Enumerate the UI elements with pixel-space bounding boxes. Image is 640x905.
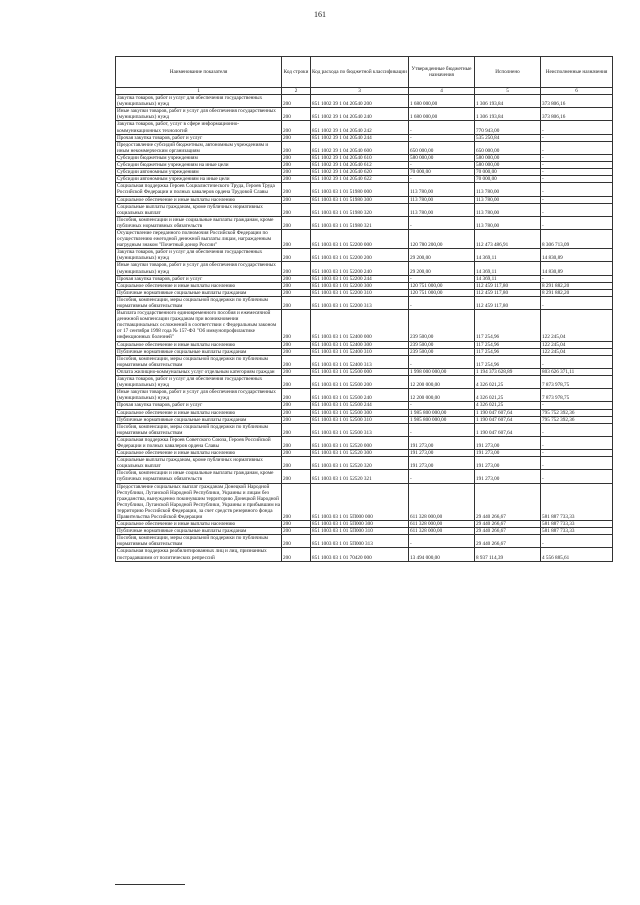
row-line-code: 200 [282, 310, 311, 341]
row-expense-code: 851 1002 39 1 04 20540 600 [311, 141, 409, 154]
row-expense-code: 851 1003 03 1 01 52500 310 [311, 416, 409, 423]
row-line-code: 200 [282, 134, 311, 141]
row-line-code: 200 [282, 95, 311, 108]
row-line-code: 200 [282, 216, 311, 229]
row-line-code: 200 [282, 457, 311, 470]
table-row [116, 141, 613, 154]
row-line-code: 200 [282, 162, 311, 169]
header-indicator-name: Наименование показателя [116, 57, 282, 88]
row-name: Социальное обеспечение и иные выплаты населению [116, 521, 282, 528]
row-executed: 191 273,00 [475, 450, 541, 457]
page-number: 161 [314, 10, 326, 19]
column-number-row [116, 88, 613, 95]
table-row [116, 249, 613, 262]
table-row [116, 162, 613, 169]
row-approved: 120 751 000,00 [409, 289, 475, 296]
column-number: 4 [409, 88, 475, 95]
row-executed: 112 459 117,80 [475, 289, 541, 296]
row-name: Публичные нормативные социальные выплаты гражданам [116, 528, 282, 535]
row-executed: 117 254,96 [475, 348, 541, 355]
header-approved: Утвержденные бюджетные назначения [409, 57, 475, 88]
row-name: Оплата жилищно-коммунальных услуг отдельным категориям граждан [116, 368, 282, 375]
row-unexecuted: - [541, 423, 613, 436]
row-line-code: 200 [282, 450, 311, 457]
row-line-code: 200 [282, 355, 311, 368]
row-approved: 12 200 000,00 [409, 389, 475, 402]
row-approved: 29 200,00 [409, 262, 475, 275]
row-approved: 113 780,00 [409, 203, 475, 216]
table-row [116, 282, 613, 289]
row-line-code: 200 [282, 154, 311, 161]
table-row [116, 289, 613, 296]
table-row [116, 548, 613, 561]
row-approved: 580 000,00 [409, 154, 475, 161]
row-approved: 239 500,00 [409, 348, 475, 355]
row-name: Прочая закупка товаров, работ и услуг [116, 275, 282, 282]
row-line-code: 200 [282, 389, 311, 402]
row-expense-code: 851 1003 03 1 01 70420 000 [311, 548, 409, 561]
row-executed: 191 273,00 [475, 470, 541, 483]
table-row [116, 423, 613, 436]
row-line-code: 200 [282, 176, 311, 183]
row-executed: 29 440 266,67 [475, 483, 541, 521]
row-name: Социальное обеспечение и иные выплаты населению [116, 341, 282, 348]
row-expense-code: 851 1003 03 1 01 51980 300 [311, 196, 409, 203]
row-approved: 191 273,00 [409, 436, 475, 449]
row-expense-code: 851 1003 03 1 01 52500 313 [311, 423, 409, 436]
row-executed: 112 459 117,80 [475, 296, 541, 309]
row-approved: - [409, 535, 475, 548]
row-approved: 611 328 000,00 [409, 483, 475, 521]
row-name: Публичные нормативные социальные выплаты гражданам [116, 416, 282, 423]
row-approved: - [409, 216, 475, 229]
row-unexecuted: - [541, 196, 613, 203]
row-executed: 113 780,00 [475, 216, 541, 229]
row-name: Социальная поддержка Героев Советского Союза, Героев Российской Федерации и полных кавалеров ордена Славы [116, 436, 282, 449]
row-executed: 117 254,96 [475, 355, 541, 368]
row-name: Субсидии автономным учреждениям [116, 169, 282, 176]
row-unexecuted: - [541, 457, 613, 470]
row-name: Прочая закупка товаров, работ и услуг [116, 402, 282, 409]
row-executed: 70 000,00 [475, 176, 541, 183]
table-row [116, 154, 613, 161]
row-unexecuted: 581 887 733,33 [541, 528, 613, 535]
row-line-code: 200 [282, 416, 311, 423]
row-unexecuted: 581 887 733,33 [541, 483, 613, 521]
row-approved: 650 000,00 [409, 141, 475, 154]
row-executed: 29 440 266,67 [475, 535, 541, 548]
row-unexecuted: 795 752 392,36 [541, 416, 613, 423]
row-expense-code: 851 1003 03 1 01 52520 321 [311, 470, 409, 483]
table-row [116, 203, 613, 216]
row-executed: 14 369,11 [475, 262, 541, 275]
row-line-code: 200 [282, 436, 311, 449]
row-expense-code: 851 1002 39 1 04 20540 620 [311, 169, 409, 176]
row-approved: 70 000,00 [409, 169, 475, 176]
table-row [116, 416, 613, 423]
row-executed: 8 937 114,39 [475, 548, 541, 561]
row-executed: 29 440 266,67 [475, 528, 541, 535]
table-row [116, 196, 613, 203]
row-approved: 113 780,00 [409, 183, 475, 196]
row-unexecuted: 14 830,89 [541, 262, 613, 275]
row-expense-code: 851 1003 03 1 01 52200 244 [311, 275, 409, 282]
table-row [116, 216, 613, 229]
row-expense-code: 851 1003 03 1 01 52200 300 [311, 282, 409, 289]
row-executed: 1 306 193,84 [475, 95, 541, 108]
row-name: Пособия, компенсации и иные социальные выплаты гражданам, кроме публичных нормативных обязательств [116, 216, 282, 229]
row-line-code: 200 [282, 483, 311, 521]
row-unexecuted: 14 830,89 [541, 249, 613, 262]
row-approved: - [409, 121, 475, 134]
row-unexecuted: - [541, 296, 613, 309]
row-expense-code: 851 1003 03 1 01 51980 000 [311, 183, 409, 196]
row-unexecuted: - [541, 183, 613, 196]
row-line-code: 200 [282, 528, 311, 535]
table-row [116, 108, 613, 121]
row-expense-code: 851 1002 39 1 04 20540 610 [311, 154, 409, 161]
row-unexecuted: - [541, 169, 613, 176]
column-number: 1 [116, 88, 282, 95]
row-approved: 13 494 000,00 [409, 548, 475, 561]
row-executed: 1 194 373 628,89 [475, 368, 541, 375]
row-expense-code: 851 1003 03 1 01 52200 200 [311, 249, 409, 262]
table-row [116, 310, 613, 341]
row-name: Осуществление переданного полномочия Российской Федерации по осуществлению ежегодной денежной выплаты лицам, награжденным нагрудным знаком "Почетный донор России" [116, 229, 282, 248]
row-line-code: 200 [282, 535, 311, 548]
table-row [116, 296, 613, 309]
row-executed: 14 369,11 [475, 275, 541, 282]
row-expense-code: 851 1003 03 1 01 52400 000 [311, 310, 409, 341]
row-unexecuted: - [541, 436, 613, 449]
row-expense-code: 851 1003 03 1 01 52500 240 [311, 389, 409, 402]
row-approved: 12 200 000,00 [409, 376, 475, 389]
row-expense-code: 851 1003 03 1 01 52500 300 [311, 409, 409, 416]
row-unexecuted: - [541, 402, 613, 409]
header-line-code: Код строки [282, 57, 311, 88]
row-name: Предоставление субсидий бюджетным, автономным учреждениям и иным некоммерческим организациям [116, 141, 282, 154]
row-approved: - [409, 176, 475, 183]
table-row [116, 275, 613, 282]
row-line-code: 200 [282, 249, 311, 262]
row-approved: - [409, 423, 475, 436]
row-line-code: 200 [282, 289, 311, 296]
row-expense-code: 851 1003 03 1 01 52520 000 [311, 436, 409, 449]
row-expense-code: 851 1003 03 1 01 5П000 310 [311, 528, 409, 535]
row-name: Предоставление социальных выплат гражданам Донецкой Народной Республики, Луганской Народной Республики, Украины и лицам без гражданства, вынужденно покинувшим территорию Донецкой Народной Республики, Луганской Народной Республики, Украины и прибывшим на территорию Российской Федерации, за счет средств резервного фонда Правительства Российской Федерации [117, 483, 281, 520]
row-line-code: 200 [282, 423, 311, 436]
row-unexecuted: - [541, 176, 613, 183]
row-executed: 113 780,00 [475, 196, 541, 203]
row-executed: 4 326 021,25 [475, 402, 541, 409]
row-name: Пособия, компенсации, меры социальной поддержки по публичным нормативным обязательствам [116, 423, 282, 436]
row-expense-code: 851 1003 03 1 01 52200 240 [311, 262, 409, 275]
row-approved: - [409, 355, 475, 368]
row-executed: 29 440 266,67 [475, 521, 541, 528]
row-expense-code: 851 1003 03 1 01 52500 200 [311, 376, 409, 389]
row-expense-code: 851 1003 03 1 01 52400 313 [311, 355, 409, 368]
row-expense-code: 851 1002 39 1 04 20540 244 [311, 134, 409, 141]
table-row [116, 409, 613, 416]
row-approved: 1 985 800 000,00 [409, 409, 475, 416]
row-expense-code: 851 1002 39 1 04 20540 612 [311, 162, 409, 169]
table-row [116, 528, 613, 535]
row-line-code: 200 [282, 402, 311, 409]
table-header-row [116, 57, 613, 88]
row-line-code: 200 [282, 108, 311, 121]
row-name: Социальная поддержка Героев Социалистического Труда, Героев Труда Российской Федерации и полных кавалеров ордена Трудовой Славы [116, 183, 282, 196]
row-expense-code: 851 1003 03 1 01 51980 321 [311, 216, 409, 229]
table-row [116, 169, 613, 176]
row-unexecuted: - [541, 535, 613, 548]
row-line-code: 200 [282, 548, 311, 561]
row-unexecuted: - [541, 355, 613, 368]
row-name: Социальное обеспечение и иные выплаты населению [116, 450, 282, 457]
row-line-code: 200 [282, 275, 311, 282]
row-approved: 611 328 000,00 [409, 528, 475, 535]
row-executed: 112 459 117,80 [475, 282, 541, 289]
row-unexecuted: 7 873 978,75 [541, 376, 613, 389]
row-unexecuted: - [541, 162, 613, 169]
column-number: 5 [475, 88, 541, 95]
row-name: Закупка товаров, работ и услуг для обеспечения государственных (муниципальных) нужд [116, 95, 282, 108]
row-expense-code: 851 1002 39 1 04 20540 200 [311, 95, 409, 108]
row-line-code: 200 [282, 470, 311, 483]
table-row [116, 134, 613, 141]
table-row [116, 402, 613, 409]
row-executed: 14 369,11 [475, 249, 541, 262]
row-approved: 113 780,00 [409, 196, 475, 203]
row-name: Пособия, компенсации и иные социальные выплаты гражданам, кроме публичных нормативных обязательств [116, 470, 282, 483]
row-executed: 112 473 486,91 [475, 229, 541, 248]
table-row [116, 121, 613, 134]
row-expense-code: 851 1002 39 1 04 20540 240 [311, 108, 409, 121]
row-approved: 191 273,00 [409, 457, 475, 470]
column-number: 2 [282, 88, 311, 95]
row-name: Пособия, компенсации, меры социальной поддержки по публичным нормативным обязательствам [116, 535, 282, 548]
table-row [116, 535, 613, 548]
table-row [116, 355, 613, 368]
row-line-code: 200 [282, 196, 311, 203]
row-approved: 120 751 000,00 [409, 282, 475, 289]
row-name: Закупка товаров, работ, услуг в сфере информационно-коммуникационных технологий [116, 121, 282, 134]
row-approved: - [409, 134, 475, 141]
row-name: Публичные нормативные социальные выплаты гражданам [116, 348, 282, 355]
row-unexecuted: - [541, 134, 613, 141]
row-unexecuted: - [541, 121, 613, 134]
row-approved: 1 680 000,00 [409, 95, 475, 108]
row-expense-code: 851 1002 39 1 04 20540 622 [311, 176, 409, 183]
row-name: Социальное обеспечение и иные выплаты населению [116, 409, 282, 416]
row-line-code: 200 [282, 521, 311, 528]
row-name: Субсидии бюджетным учреждениям [116, 154, 282, 161]
footnote-divider [115, 884, 185, 885]
row-executed: 4 326 021,25 [475, 376, 541, 389]
row-executed: 4 326 021,25 [475, 389, 541, 402]
row-approved: - [409, 162, 475, 169]
row-approved: 191 273,00 [409, 450, 475, 457]
row-unexecuted: 373 806,16 [541, 95, 613, 108]
row-line-code: 200 [282, 183, 311, 196]
row-line-code: 200 [282, 141, 311, 154]
row-expense-code: 851 1003 03 1 01 52200 313 [311, 296, 409, 309]
row-name: Закупка товаров, работ и услуг для обеспечения государственных (муниципальных) нужд [116, 249, 282, 262]
row-name: Публичные нормативные социальные выплаты гражданам [116, 289, 282, 296]
row-executed: 113 780,00 [475, 183, 541, 196]
row-line-code: 200 [282, 341, 311, 348]
table-row [116, 457, 613, 470]
row-approved: - [409, 296, 475, 309]
row-line-code: 200 [282, 169, 311, 176]
row-line-code: 200 [282, 229, 311, 248]
table-row [116, 470, 613, 483]
row-expense-code: 851 1003 03 1 01 52520 300 [311, 450, 409, 457]
column-number: 3 [311, 88, 409, 95]
row-approved: - [409, 402, 475, 409]
row-executed: 1 190 047 607,64 [475, 409, 541, 416]
row-unexecuted: - [541, 203, 613, 216]
row-name: Социальная поддержка реабилитированных лиц и лиц, признанных пострадавшими от политических репрессий [116, 548, 282, 561]
row-expense-code: 851 1003 03 1 01 52400 310 [311, 348, 409, 355]
row-approved: 239 500,00 [409, 310, 475, 341]
row-unexecuted: 122 245,04 [541, 310, 613, 341]
row-unexecuted: - [541, 216, 613, 229]
table-row [116, 95, 613, 108]
row-name: Социальное обеспечение и иные выплаты населению [116, 196, 282, 203]
table-row [116, 262, 613, 275]
row-expense-code: 851 1003 03 1 01 52400 300 [311, 341, 409, 348]
table-row [116, 376, 613, 389]
row-unexecuted: 581 887 733,33 [541, 521, 613, 528]
table-row [116, 483, 613, 521]
table-row [116, 368, 613, 375]
row-executed: 580 000,00 [475, 154, 541, 161]
row-unexecuted: 803 626 371,11 [541, 368, 613, 375]
row-line-code: 200 [282, 203, 311, 216]
row-line-code: 200 [282, 348, 311, 355]
header-expense-code: Код расхода по бюджетной классификации [311, 57, 409, 88]
row-unexecuted: 795 752 392,36 [541, 409, 613, 416]
row-unexecuted: 8 291 882,20 [541, 289, 613, 296]
row-name: Социальные выплаты гражданам, кроме публичных нормативных социальных выплат [116, 203, 282, 216]
row-executed: 1 190 047 607,64 [475, 416, 541, 423]
row-executed: 191 273,00 [475, 457, 541, 470]
row-name: Иные закупки товаров, работ и услуг для обеспечения государственных (муниципальных) нужд [116, 108, 282, 121]
row-line-code: 200 [282, 376, 311, 389]
row-executed: 580 000,00 [475, 162, 541, 169]
row-executed: 117 254,96 [475, 310, 541, 341]
row-approved: 120 780 200,00 [409, 229, 475, 248]
row-approved: 1 985 800 000,00 [409, 416, 475, 423]
row-name: Субсидии бюджетным учреждениям на иные цели [116, 162, 282, 169]
row-expense-code: 851 1003 03 1 01 51980 320 [311, 203, 409, 216]
row-executed: 1 306 193,84 [475, 108, 541, 121]
header-executed: Исполнено [475, 57, 541, 88]
row-line-code: 200 [282, 296, 311, 309]
row-executed: 113 780,00 [475, 203, 541, 216]
row-name: Пособия, компенсации, меры социальной поддержки по публичным нормативным обязательствам [116, 296, 282, 309]
row-line-code: 200 [282, 282, 311, 289]
row-unexecuted: - [541, 275, 613, 282]
row-name: Субсидии автономным учреждениям на иные цели [116, 176, 282, 183]
row-line-code: 200 [282, 368, 311, 375]
row-approved: 239 500,00 [409, 341, 475, 348]
row-approved: - [409, 470, 475, 483]
row-executed: 650 000,00 [475, 141, 541, 154]
column-number: 6 [541, 88, 613, 95]
row-name: Закупка товаров, работ и услуг для обеспечения государственных (муниципальных) нужд [116, 376, 282, 389]
row-expense-code: 851 1003 03 1 01 52200 310 [311, 289, 409, 296]
row-approved: 611 328 000,00 [409, 521, 475, 528]
table-row [116, 341, 613, 348]
row-unexecuted: 373 806,16 [541, 108, 613, 121]
row-name: Иные закупки товаров, работ и услуг для обеспечения государственных (муниципальных) нужд [116, 389, 282, 402]
row-expense-code: 851 1003 03 1 01 5П000 313 [311, 535, 409, 548]
row-expense-code: 851 1003 03 1 01 5П000 300 [311, 521, 409, 528]
table-row [116, 176, 613, 183]
row-expense-code: 851 1003 03 1 01 52500 000 [311, 368, 409, 375]
row-unexecuted: 8 306 713,09 [541, 229, 613, 248]
row-unexecuted: - [541, 154, 613, 161]
row-unexecuted: 122 245,04 [541, 341, 613, 348]
table-row [116, 450, 613, 457]
row-executed: 535 250,84 [475, 134, 541, 141]
table-row [116, 389, 613, 402]
table-row [116, 183, 613, 196]
row-approved: 29 200,00 [409, 249, 475, 262]
row-expense-code: 851 1003 03 1 01 52500 244 [311, 402, 409, 409]
table-row [116, 436, 613, 449]
row-executed: 1 190 047 607,64 [475, 423, 541, 436]
row-executed: 770 943,00 [475, 121, 541, 134]
row-name: Социальное обеспечение и иные выплаты населению [116, 282, 282, 289]
row-executed: 191 273,00 [475, 436, 541, 449]
row-expense-code: 851 1002 39 1 04 20540 242 [311, 121, 409, 134]
row-approved: 1 680 000,00 [409, 108, 475, 121]
row-unexecuted: 7 873 978,75 [541, 389, 613, 402]
header-unexecuted: Неисполненные назначения [541, 57, 613, 88]
row-approved: 1 998 000 000,00 [409, 368, 475, 375]
table-row [116, 229, 613, 248]
row-expense-code: 851 1003 03 1 01 52520 320 [311, 457, 409, 470]
row-expense-code: 851 1003 03 1 01 5П000 000 [311, 483, 409, 521]
row-name: Выплата государственного единовременного пособия и ежемесячной денежной компенсации гражданам при возникновении поствакцинальных осложнений в соответствии с Федеральным законом от 17 сентября 1998 года № 157-ФЗ "Об иммунопрофилактике инфекционных болезней" [116, 310, 282, 341]
row-expense-code: 851 1003 03 1 01 52200 000 [311, 229, 409, 248]
budget-execution-table [115, 56, 613, 562]
row-unexecuted: 8 291 882,20 [541, 282, 613, 289]
row-line-code: 200 [282, 409, 311, 416]
table-row [116, 521, 613, 528]
row-line-code: 200 [282, 262, 311, 275]
row-unexecuted: - [541, 470, 613, 483]
row-line-code: 200 [282, 121, 311, 134]
row-unexecuted: 4 556 885,61 [541, 548, 613, 561]
row-name: Социальные выплаты гражданам, кроме публичных нормативных социальных выплат [116, 457, 282, 470]
row-name: Пособия, компенсации, меры социальной поддержки по публичным нормативным обязательствам [116, 355, 282, 368]
row-unexecuted: - [541, 450, 613, 457]
row-approved: - [409, 275, 475, 282]
row-unexecuted: 122 245,04 [541, 348, 613, 355]
row-unexecuted: - [541, 141, 613, 154]
row-executed: 117 254,96 [475, 341, 541, 348]
table-row [116, 348, 613, 355]
row-name: Иные закупки товаров, работ и услуг для обеспечения государственных (муниципальных) нужд [116, 262, 282, 275]
row-name: Прочая закупка товаров, работ и услуг [116, 134, 282, 141]
row-executed: 70 000,00 [475, 169, 541, 176]
